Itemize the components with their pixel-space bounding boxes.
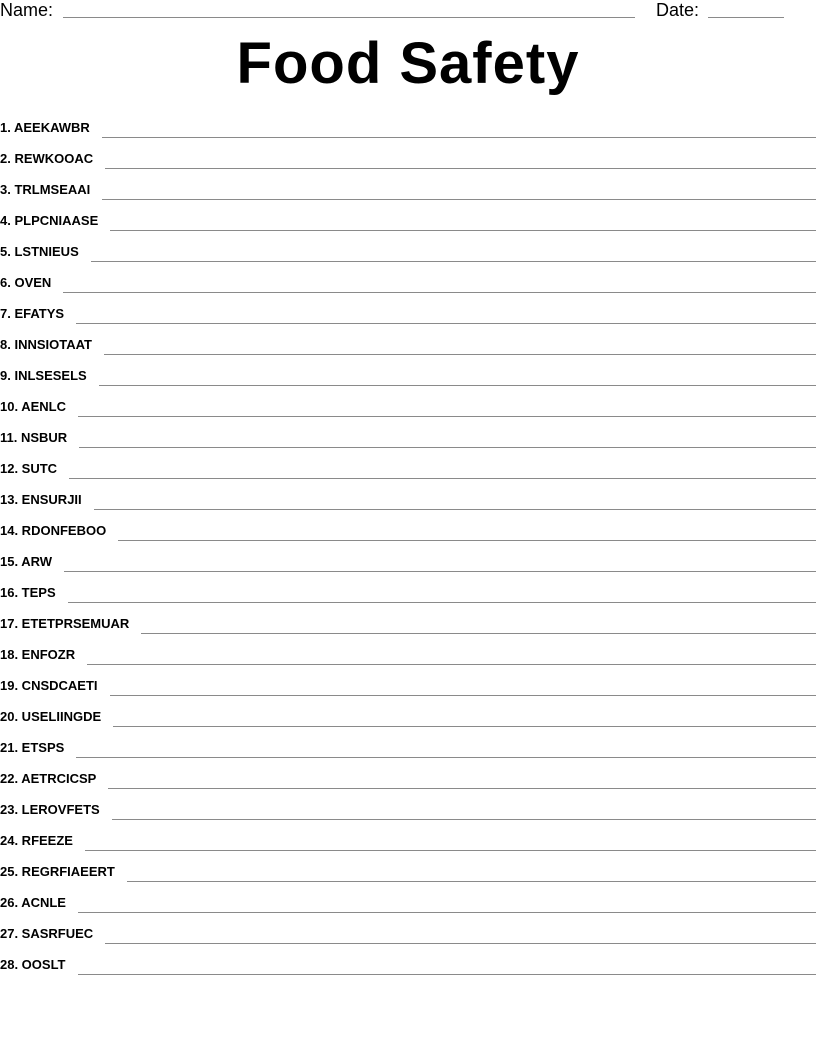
header-row xyxy=(0,0,816,24)
list-item xyxy=(0,140,816,171)
scrambled-word: 4. PLPCNIAASE xyxy=(0,213,99,228)
list-item xyxy=(0,729,816,760)
list-item xyxy=(0,791,816,822)
scrambled-word: 25. REGRFIAEERT xyxy=(0,864,115,879)
scrambled-word: 14. RDONFEBOO xyxy=(0,523,107,538)
list-item xyxy=(0,853,816,884)
word-list xyxy=(0,109,816,977)
list-item xyxy=(0,512,816,543)
scrambled-word: 5. LSTNIEUS xyxy=(0,244,79,259)
list-item xyxy=(0,264,816,295)
answer-line[interactable] xyxy=(118,539,816,541)
scrambled-word: 1. AEEKAWBR xyxy=(0,120,90,135)
answer-line[interactable] xyxy=(113,725,816,727)
scrambled-word: 9. INLSESELS xyxy=(0,368,87,383)
list-item xyxy=(0,202,816,233)
name-label: Name: xyxy=(0,0,54,20)
list-item xyxy=(0,295,816,326)
scrambled-word: 11. NSBUR xyxy=(0,430,68,445)
answer-line[interactable] xyxy=(64,570,816,572)
answer-line[interactable] xyxy=(94,508,816,510)
scrambled-word: 20. USELIINGDE xyxy=(0,709,102,724)
scrambled-word: 7. EFATYS xyxy=(0,306,65,321)
scrambled-word: 10. AENLC xyxy=(0,399,66,414)
answer-line[interactable] xyxy=(76,322,816,324)
list-item xyxy=(0,915,816,946)
answer-line[interactable] xyxy=(99,384,816,386)
answer-line[interactable] xyxy=(104,353,816,355)
answer-line[interactable] xyxy=(91,260,816,262)
answer-line[interactable] xyxy=(105,167,816,169)
answer-line[interactable] xyxy=(78,973,816,975)
answer-line[interactable] xyxy=(102,136,816,138)
list-item xyxy=(0,543,816,574)
list-item xyxy=(0,450,816,481)
answer-line[interactable] xyxy=(76,756,816,758)
list-item xyxy=(0,109,816,140)
list-item xyxy=(0,667,816,698)
list-item xyxy=(0,574,816,605)
list-item xyxy=(0,946,816,977)
date-label: Date: xyxy=(656,0,700,20)
answer-line[interactable] xyxy=(141,632,816,634)
scrambled-word: 28. OOSLT xyxy=(0,957,66,972)
answer-line[interactable] xyxy=(79,446,816,448)
scrambled-word: 3. TRLMSEAAI xyxy=(0,182,91,197)
date-field[interactable] xyxy=(708,17,784,18)
scrambled-word: 15. ARW xyxy=(0,554,53,569)
list-item xyxy=(0,698,816,729)
scrambled-word: 18. ENFOZR xyxy=(0,647,76,662)
scrambled-word: 24. RFEEZE xyxy=(0,833,73,848)
answer-line[interactable] xyxy=(78,911,816,913)
answer-line[interactable] xyxy=(69,477,816,479)
answer-line[interactable] xyxy=(78,415,816,417)
scrambled-word: 6. OVEN xyxy=(0,275,52,290)
answer-line[interactable] xyxy=(108,787,816,789)
answer-line[interactable] xyxy=(127,880,816,882)
answer-line[interactable] xyxy=(110,229,816,231)
list-item xyxy=(0,760,816,791)
answer-line[interactable] xyxy=(105,942,816,944)
answer-line[interactable] xyxy=(68,601,816,603)
list-item xyxy=(0,884,816,915)
scrambled-word: 22. AETRCICSP xyxy=(0,771,97,786)
list-item xyxy=(0,233,816,264)
scrambled-word: 16. TEPS xyxy=(0,585,56,600)
scrambled-word: 13. ENSURJII xyxy=(0,492,82,507)
answer-line[interactable] xyxy=(112,818,816,820)
list-item xyxy=(0,605,816,636)
scrambled-word: 17. ETETPRSEMUAR xyxy=(0,616,130,631)
list-item xyxy=(0,481,816,512)
list-item xyxy=(0,326,816,357)
page-title: Food Safety xyxy=(236,31,580,96)
scrambled-word: 21. ETSPS xyxy=(0,740,65,755)
scrambled-word: 19. CNSDCAETI xyxy=(0,678,98,693)
answer-line[interactable] xyxy=(110,694,816,696)
scrambled-word: 27. SASRFUEC xyxy=(0,926,94,941)
scrambled-word: 23. LEROVFETS xyxy=(0,802,100,817)
name-field[interactable] xyxy=(63,17,635,18)
list-item xyxy=(0,357,816,388)
scrambled-word: 2. REWKOOAC xyxy=(0,151,94,166)
answer-line[interactable] xyxy=(85,849,816,851)
scrambled-word: 12. SUTC xyxy=(0,461,58,476)
scrambled-word: 8. INNSIOTAAT xyxy=(0,337,92,352)
answer-line[interactable] xyxy=(87,663,816,665)
list-item xyxy=(0,419,816,450)
list-item xyxy=(0,388,816,419)
scrambled-word: 26. ACNLE xyxy=(0,895,66,910)
list-item xyxy=(0,171,816,202)
answer-line[interactable] xyxy=(63,291,816,293)
answer-line[interactable] xyxy=(102,198,816,200)
list-item xyxy=(0,636,816,667)
list-item xyxy=(0,822,816,853)
